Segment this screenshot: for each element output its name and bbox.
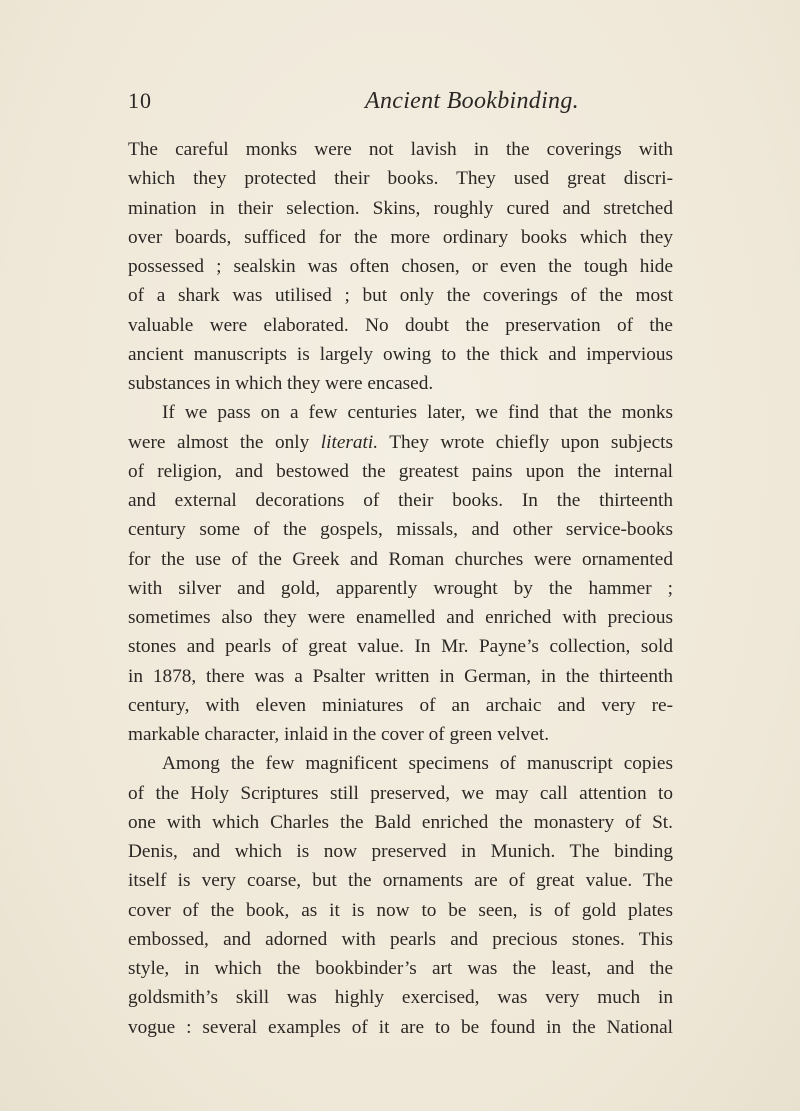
text-line: If we pass on a few centuries later, we find that the monks <box>162 402 673 424</box>
text-line: one with which Charles the Bald enriched the monastery of St. <box>128 811 673 833</box>
text-line: of the Holy Scriptures still preserved, we may call attention to <box>128 782 673 804</box>
text-line: cover of the book, as it is now to be seen, is of gold plates <box>128 899 673 921</box>
text-line <box>128 428 673 457</box>
page-header <box>128 88 673 124</box>
text-line: Denis, and which is now preserved in Munich. The binding <box>128 841 673 862</box>
text-line: style, in which the bookbinder’s art was the least, and the <box>128 958 673 979</box>
text-fragment: were almost the only <box>128 431 310 453</box>
text-line: vogue : several examples of it are to be found in the National <box>128 1016 673 1038</box>
page-number: 10 <box>128 88 152 113</box>
text-fragment: They wrote chiefly upon subjects <box>389 431 673 453</box>
text-line: itself is very coarse, but the ornaments are of great value. The <box>128 870 673 892</box>
text-line: goldsmith’s skill was highly exercised, was very much in <box>128 987 673 1009</box>
text-line: substances in which they were encased. <box>128 373 434 394</box>
text-line: century some of the gospels, missals, and other service-books <box>128 519 673 541</box>
text-line: embossed, and adorned with pearls and precious stones. This <box>128 928 673 950</box>
text-line: over boards, sufficed for the more ordinary books which they <box>128 226 673 248</box>
text-line: sometimes also they were enamelled and enriched with precious <box>128 607 673 628</box>
text-line: The careful monks were not lavish in the coverings with <box>128 139 673 160</box>
text-line: stones and pearls of great value. In Mr. Payne’s collection, sold <box>128 636 673 658</box>
text-line: possessed ; sealskin was often chosen, or even the tough hide <box>128 256 673 277</box>
body-text <box>128 135 673 1042</box>
text-line: for the use of the Greek and Roman churches were ornamented <box>128 548 673 570</box>
text-line: mination in their selection. Skins, roughly cured and stretched <box>128 197 673 219</box>
text-line: and external decorations of their books. In the thirteenth <box>128 490 673 511</box>
text-line: of a shark was utilised ; but only the coverings of the most <box>128 285 673 307</box>
text-line: Among the few magnificent specimens of manuscript copies <box>162 753 673 775</box>
text-line: markable character, inlaid in the cover of green velvet. <box>128 724 550 745</box>
text-line: with silver and gold, apparently wrought by the hammer ; <box>128 577 673 599</box>
text-line: which they protected their books. They used great discri- <box>128 168 673 190</box>
running-title: Ancient Bookbinding. <box>365 88 579 114</box>
text-line: century, with eleven miniatures of an archaic and very re- <box>128 694 673 716</box>
text-line: in 1878, there was a Psalter written in German, in the thirteenth <box>128 665 673 687</box>
text-line: of religion, and bestowed the greatest pains upon the internal <box>128 460 673 482</box>
text-line: valuable were elaborated. No doubt the preservation of the <box>128 314 673 336</box>
italic-word-literati: literati. <box>320 431 379 453</box>
text-line: ancient manuscripts is largely owing to the thick and impervious <box>128 343 673 365</box>
